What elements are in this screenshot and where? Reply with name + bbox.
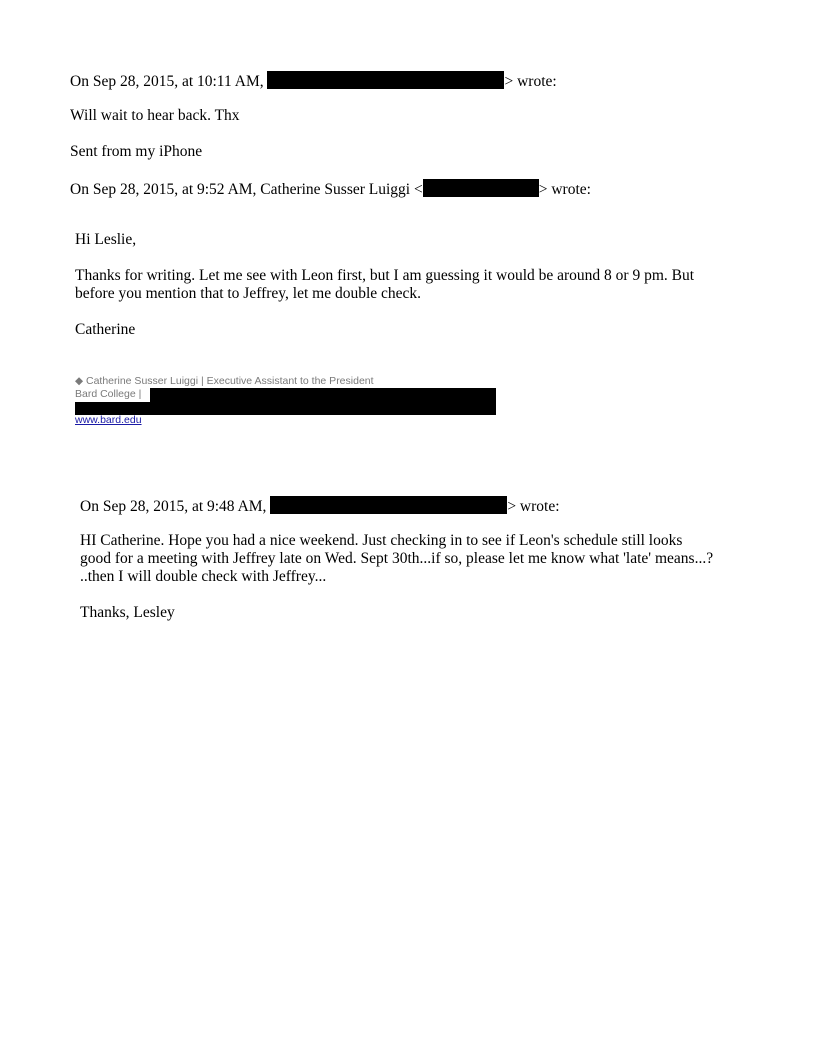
reply-header-2 [70,179,591,199]
message-2-signoff: Catherine [75,321,136,338]
redacted-signature-contact-1 [150,388,496,403]
reply-header-2-prefix: On Sep 28, 2015, at 9:52 AM, Catherine Susser Luiggi < [70,181,423,198]
signature-name-title: ◆ Catherine Susser Luiggi | Executive Assistant to the President [75,375,374,387]
reply-header-1 [70,71,557,91]
redacted-lesley-email [270,496,507,514]
reply-header-1-suffix: > wrote: [504,73,557,90]
redacted-sender-email [267,71,504,89]
signature-website [75,414,142,427]
message-1-body: Will wait to hear back. Thx [70,107,240,124]
message-3-line-2: good for a meeting with Jeffrey late on Wed. Sept 30th...if so, please let me know what 'late' means...? [80,550,714,567]
reply-header-2-suffix: > wrote: [538,181,591,198]
redacted-catherine-email [423,179,539,197]
reply-header-3-prefix: On Sep 28, 2015, at 9:48 AM, [80,498,267,515]
reply-header-3-suffix: > wrote: [507,498,560,515]
reply-header-3 [80,496,560,516]
message-2-greeting: Hi Leslie, [75,231,137,248]
message-3-signoff: Thanks, Lesley [80,604,175,621]
message-2-line-2: before you mention that to Jeffrey, let me double check. [75,285,422,302]
signature-college: Bard College | [75,388,142,400]
bard-website-link[interactable]: www.bard.edu [75,414,142,426]
message-2-line-1: Thanks for writing. Let me see with Leon first, but I am guessing it would be around 8 or 9 pm. But [75,267,695,284]
message-3-line-1: HI Catherine. Hope you had a nice weekend. Just checking in to see if Leon's schedule still looks [80,532,683,549]
message-3-line-3: ..then I will double check with Jeffrey... [80,568,327,585]
reply-header-1-prefix: On Sep 28, 2015, at 10:11 AM, [70,73,264,90]
sent-from-signature: Sent from my iPhone [70,143,203,160]
